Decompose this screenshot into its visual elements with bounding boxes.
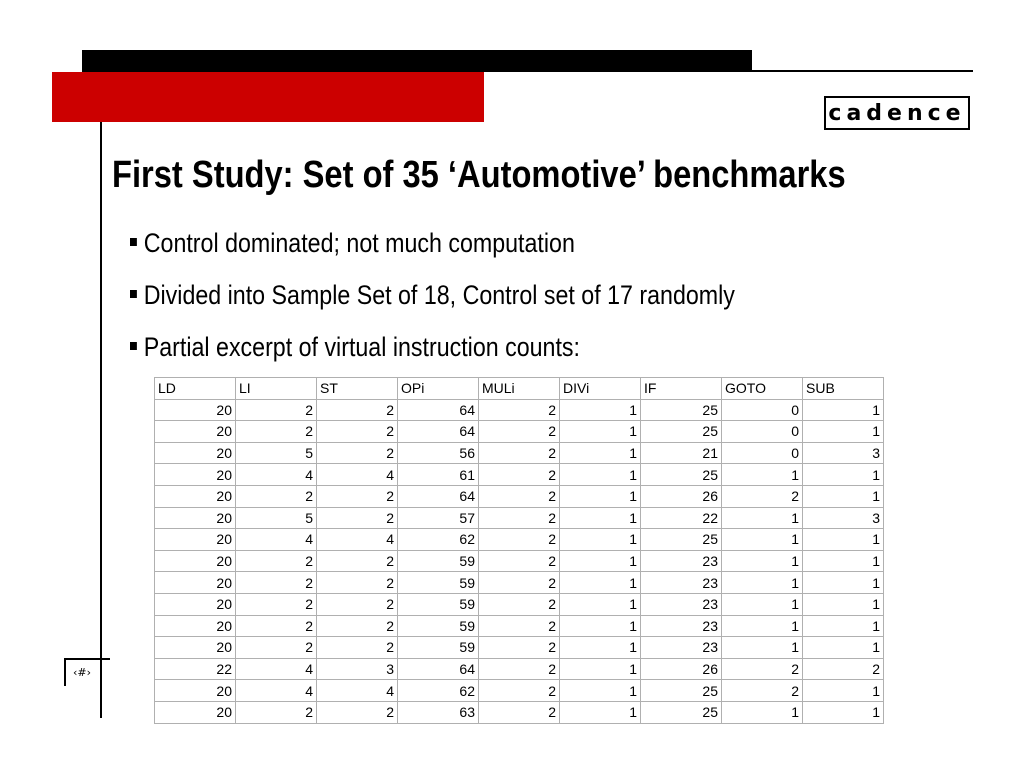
table-cell: 2 — [236, 615, 317, 637]
table-cell: 4 — [236, 529, 317, 551]
table-cell: 20 — [155, 399, 236, 421]
table-cell: 1 — [560, 701, 641, 723]
table-cell: 63 — [398, 701, 479, 723]
table-cell: 1 — [803, 464, 884, 486]
table-row — [155, 442, 884, 464]
table-cell: 3 — [803, 507, 884, 529]
table-cell: 0 — [722, 399, 803, 421]
table-cell: 2 — [317, 399, 398, 421]
table-cell: 1 — [560, 464, 641, 486]
table-cell: 1 — [560, 658, 641, 680]
table-cell: 20 — [155, 421, 236, 443]
table-cell: 57 — [398, 507, 479, 529]
table-cell: 64 — [398, 485, 479, 507]
table-cell: 1 — [803, 529, 884, 551]
table-cell: 2 — [479, 701, 560, 723]
table-body — [155, 399, 884, 723]
table-cell: 62 — [398, 680, 479, 702]
table-cell: 2 — [479, 464, 560, 486]
table-row — [155, 637, 884, 659]
slide-title: First Study: Set of 35 ‘Automotive’ benchmarks — [112, 154, 846, 196]
table-cell: 2 — [236, 701, 317, 723]
table-cell: 0 — [722, 421, 803, 443]
square-bullet-icon — [130, 238, 137, 246]
table-cell: 2 — [479, 421, 560, 443]
bullet-text: Partial excerpt of virtual instruction counts: — [143, 332, 580, 362]
table-cell: 1 — [722, 550, 803, 572]
table-cell: 1 — [560, 421, 641, 443]
table-cell: 1 — [722, 701, 803, 723]
table-cell: 2 — [722, 680, 803, 702]
table-cell: 20 — [155, 615, 236, 637]
table-cell: 2 — [479, 615, 560, 637]
table-cell: 20 — [155, 572, 236, 594]
table-cell: 2 — [479, 529, 560, 551]
table-cell: 1 — [722, 615, 803, 637]
table-row — [155, 658, 884, 680]
table-cell: 1 — [560, 593, 641, 615]
table-row — [155, 399, 884, 421]
table-cell: 4 — [236, 658, 317, 680]
column-header: GOTO — [722, 378, 803, 400]
bullet-text: Divided into Sample Set of 18, Control set of 17 randomly — [143, 280, 735, 310]
table-cell: 1 — [560, 399, 641, 421]
table-cell: 1 — [803, 550, 884, 572]
table-cell: 59 — [398, 593, 479, 615]
table-cell: 25 — [641, 399, 722, 421]
table-cell: 2 — [236, 485, 317, 507]
table-cell: 59 — [398, 572, 479, 594]
table-cell: 4 — [236, 464, 317, 486]
table-cell: 1 — [560, 615, 641, 637]
table-row — [155, 529, 884, 551]
table-cell: 2 — [722, 485, 803, 507]
table-cell: 26 — [641, 485, 722, 507]
table-cell: 25 — [641, 464, 722, 486]
bullet-item — [130, 276, 735, 328]
table-cell: 1 — [722, 464, 803, 486]
square-bullet-icon — [130, 342, 137, 350]
column-header: SUB — [803, 378, 884, 400]
table-cell: 1 — [803, 593, 884, 615]
logo-text: cadence — [828, 100, 966, 126]
table-cell: 64 — [398, 421, 479, 443]
table-cell: 1 — [560, 529, 641, 551]
table-cell: 1 — [803, 615, 884, 637]
corner-mark-vertical — [64, 658, 66, 686]
table-cell: 1 — [803, 485, 884, 507]
table-cell: 0 — [722, 442, 803, 464]
table-header-row — [155, 378, 884, 400]
table-row — [155, 421, 884, 443]
table-cell: 59 — [398, 637, 479, 659]
table-cell: 2 — [317, 442, 398, 464]
table-cell: 4 — [236, 680, 317, 702]
corner-mark-horizontal — [64, 658, 110, 660]
table-cell: 5 — [236, 442, 317, 464]
table-cell: 1 — [803, 421, 884, 443]
header-thin-rule — [752, 70, 973, 72]
table-cell: 23 — [641, 593, 722, 615]
table-cell: 2 — [236, 637, 317, 659]
table-cell: 62 — [398, 529, 479, 551]
table-cell: 2 — [479, 637, 560, 659]
column-header: ST — [317, 378, 398, 400]
table-cell: 64 — [398, 399, 479, 421]
table-row — [155, 701, 884, 723]
table-cell: 4 — [317, 464, 398, 486]
table-cell: 2 — [479, 442, 560, 464]
table-cell: 26 — [641, 658, 722, 680]
table-cell: 23 — [641, 615, 722, 637]
table-cell: 2 — [803, 658, 884, 680]
table-cell: 2 — [236, 572, 317, 594]
table-cell: 2 — [317, 507, 398, 529]
table-row — [155, 464, 884, 486]
table-cell: 59 — [398, 550, 479, 572]
table-cell: 2 — [479, 550, 560, 572]
table-cell: 20 — [155, 507, 236, 529]
table-cell: 2 — [479, 593, 560, 615]
column-header: LD — [155, 378, 236, 400]
table-cell: 25 — [641, 701, 722, 723]
table-cell: 2 — [317, 572, 398, 594]
bullet-list — [130, 224, 833, 380]
table-row — [155, 485, 884, 507]
table-cell: 1 — [722, 593, 803, 615]
table-cell: 5 — [236, 507, 317, 529]
table-row — [155, 572, 884, 594]
column-header: OPi — [398, 378, 479, 400]
bullet-text: Control dominated; not much computation — [143, 228, 575, 258]
table-cell: 1 — [803, 637, 884, 659]
table-cell: 2 — [317, 637, 398, 659]
column-header: LI — [236, 378, 317, 400]
bullet-item — [130, 328, 735, 380]
table-cell: 1 — [560, 680, 641, 702]
table-row — [155, 593, 884, 615]
table-cell: 2 — [479, 485, 560, 507]
header-red-block — [52, 72, 484, 122]
left-vertical-rule — [100, 122, 102, 718]
table-cell: 2 — [317, 701, 398, 723]
instruction-counts-table — [154, 377, 884, 724]
table-cell: 1 — [722, 507, 803, 529]
table-cell: 1 — [560, 507, 641, 529]
table-cell: 1 — [560, 550, 641, 572]
table-cell: 2 — [317, 421, 398, 443]
table-cell: 1 — [722, 572, 803, 594]
table-cell: 20 — [155, 680, 236, 702]
table-cell: 2 — [317, 615, 398, 637]
cadence-logo — [824, 96, 970, 130]
table-cell: 20 — [155, 550, 236, 572]
table-cell: 2 — [479, 507, 560, 529]
table-cell: 2 — [479, 572, 560, 594]
table-cell: 20 — [155, 529, 236, 551]
table-cell: 1 — [803, 399, 884, 421]
table-cell: 2 — [236, 421, 317, 443]
table-cell: 2 — [479, 399, 560, 421]
bullet-item — [130, 224, 735, 276]
table-cell: 1 — [560, 485, 641, 507]
table-cell: 23 — [641, 637, 722, 659]
table-cell: 1 — [560, 572, 641, 594]
table-cell: 59 — [398, 615, 479, 637]
page-number: ‹#› — [73, 666, 92, 679]
table-cell: 3 — [317, 658, 398, 680]
table-cell: 20 — [155, 637, 236, 659]
table-cell: 4 — [317, 680, 398, 702]
table-cell: 1 — [803, 572, 884, 594]
table-cell: 25 — [641, 529, 722, 551]
table-cell: 2 — [317, 593, 398, 615]
table-cell: 2 — [236, 399, 317, 421]
table-row — [155, 550, 884, 572]
table-cell: 22 — [641, 507, 722, 529]
table-cell: 20 — [155, 593, 236, 615]
table-cell: 1 — [560, 442, 641, 464]
table-cell: 2 — [479, 658, 560, 680]
table-cell: 1 — [803, 680, 884, 702]
column-header: DIVi — [560, 378, 641, 400]
table-cell: 20 — [155, 442, 236, 464]
column-header: MULi — [479, 378, 560, 400]
table-cell: 20 — [155, 701, 236, 723]
table-cell: 2 — [236, 550, 317, 572]
table-cell: 21 — [641, 442, 722, 464]
table-cell: 23 — [641, 572, 722, 594]
table-cell: 20 — [155, 464, 236, 486]
table-cell: 2 — [479, 680, 560, 702]
column-header: IF — [641, 378, 722, 400]
table-cell: 1 — [803, 701, 884, 723]
table-cell: 2 — [722, 658, 803, 680]
table-cell: 56 — [398, 442, 479, 464]
table-cell: 61 — [398, 464, 479, 486]
table-cell: 2 — [317, 550, 398, 572]
table-cell: 23 — [641, 550, 722, 572]
table-cell: 1 — [722, 637, 803, 659]
table-cell: 25 — [641, 421, 722, 443]
table-cell: 1 — [722, 529, 803, 551]
table-cell: 4 — [317, 529, 398, 551]
table-cell: 2 — [317, 485, 398, 507]
square-bullet-icon — [130, 290, 137, 298]
header-black-bar — [82, 50, 752, 72]
table-row — [155, 680, 884, 702]
table-cell: 25 — [641, 680, 722, 702]
table-cell: 2 — [236, 593, 317, 615]
table-cell: 22 — [155, 658, 236, 680]
table-cell: 1 — [560, 637, 641, 659]
table-row — [155, 615, 884, 637]
table-cell: 20 — [155, 485, 236, 507]
table-cell: 64 — [398, 658, 479, 680]
table-row — [155, 507, 884, 529]
table-cell: 3 — [803, 442, 884, 464]
